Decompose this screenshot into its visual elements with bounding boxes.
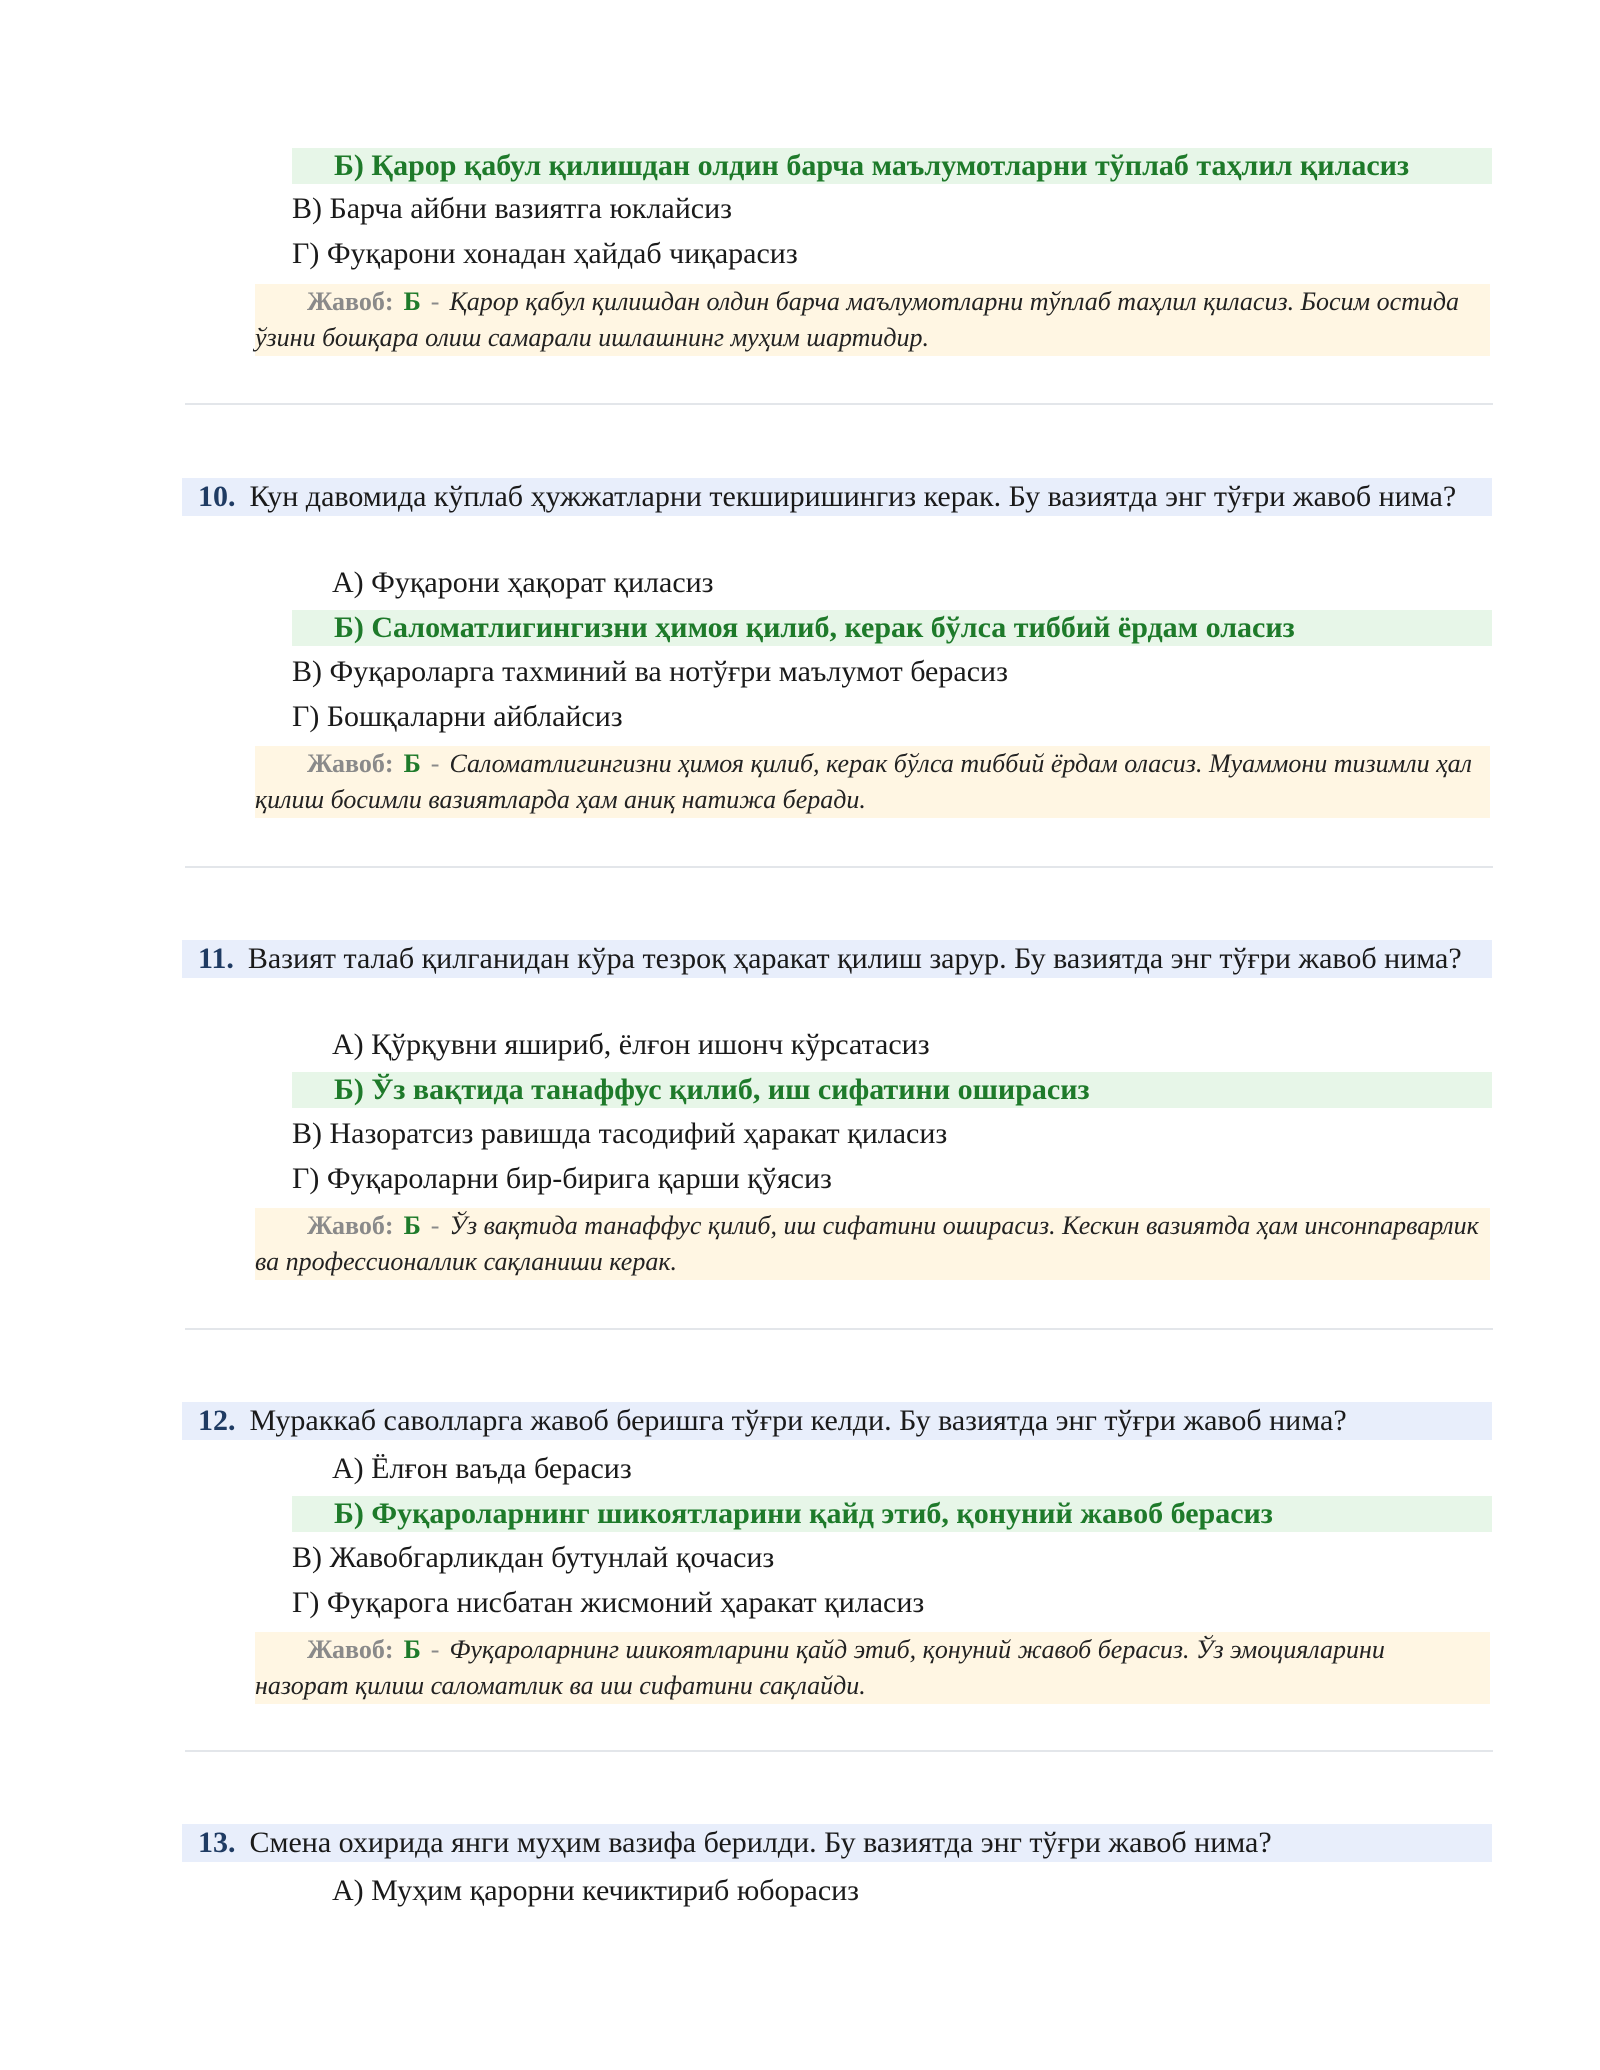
option-a: А) Қўрқувни яшириб, ёлғон ишонч кўрсатасиз	[332, 1028, 930, 1061]
question-12	[182, 1402, 1492, 1440]
option-v: В) Назоратсиз равишда тасодифий ҳаракат қиласиз	[292, 1117, 948, 1150]
answer-box	[255, 1208, 1490, 1280]
answer-label: Жавоб:	[307, 1211, 394, 1240]
question-11	[182, 940, 1492, 978]
answer-box	[255, 1632, 1490, 1704]
option-g: Г) Фуқароларни бир-бирига қарши қўясиз	[292, 1162, 832, 1195]
option-g: Г) Фуқарони хонадан ҳайдаб чиқарасиз	[292, 237, 798, 270]
question-text: Смена охирида янги муҳим вазифа берилди. Бу вазиятда энг тўғри жавоб нима?	[249, 1826, 1272, 1859]
answer-text: Ўз вақтида танаффус қилиб, иш сифатини оширасиз. Кескин вазиятда ҳам инсонпарварлик ва профессионаллик сақланиши керак.	[255, 1211, 1479, 1276]
question-number: 10.	[198, 480, 236, 513]
option-g: Г) Бошқаларни айблайсиз	[292, 700, 623, 733]
option-a: А) Фуқарони ҳақорат қиласиз	[332, 566, 714, 599]
answer-box	[255, 284, 1490, 356]
separator	[185, 1328, 1493, 1330]
answer-letter: Б	[403, 1211, 421, 1240]
option-v: В) Фуқароларга тахминий ва нотўғри маълумот берасиз	[292, 655, 1008, 688]
answer-dash: -	[430, 287, 440, 316]
option-a: А) Муҳим қарорни кечиктириб юборасиз	[332, 1874, 860, 1907]
answer-label: Жавоб:	[307, 749, 394, 778]
question-10	[182, 478, 1492, 516]
question-13	[182, 1824, 1492, 1862]
answer-dash: -	[430, 749, 440, 778]
answer-dash: -	[430, 1211, 440, 1240]
option-v: В) Барча айбни вазиятга юклайсиз	[292, 192, 733, 225]
question-number: 13.	[198, 1826, 236, 1859]
option-a: А) Ёлғон ваъда берасиз	[332, 1452, 632, 1485]
correct-option: Б) Саломатлигингизни ҳимоя қилиб, керак бўлса тиббий ёрдам оласиз	[292, 610, 1492, 646]
correct-option: Б) Фуқароларнинг шикоятларини қайд этиб, қонуний жавоб берасиз	[292, 1496, 1492, 1532]
answer-text: Саломатлигингизни ҳимоя қилиб, керак бўлса тиббий ёрдам оласиз. Муаммони тизимли ҳал қилиш босимли вазиятларда ҳам аниқ натижа беради.	[255, 749, 1472, 814]
question-text: Мураккаб саволларга жавоб беришга тўғри келди. Бу вазиятда энг тўғри жавоб нима?	[249, 1404, 1347, 1437]
question-number: 11.	[198, 942, 234, 975]
answer-box	[255, 746, 1490, 818]
answer-letter: Б	[403, 1635, 421, 1664]
question-text: Вазият талаб қилганидан кўра тезроқ ҳаракат қилиш зарур. Бу вазиятда энг тўғри жавоб нима?	[247, 942, 1462, 975]
answer-letter: Б	[403, 749, 421, 778]
separator	[185, 1750, 1493, 1752]
correct-option: Б) Ўз вақтида танаффус қилиб, иш сифатини оширасиз	[292, 1072, 1492, 1108]
answer-text: Фуқароларнинг шикоятларини қайд этиб, қонуний жавоб берасиз. Ўз эмоцияларини назорат қилиш саломатлик ва иш сифатини сақлайди.	[255, 1635, 1385, 1700]
question-number: 12.	[198, 1404, 236, 1437]
separator	[185, 403, 1493, 405]
separator	[185, 866, 1493, 868]
answer-label: Жавоб:	[307, 1635, 394, 1664]
answer-dash: -	[430, 1635, 440, 1664]
question-text: Кун давомида кўплаб ҳужжатларни текширишингиз керак. Бу вазиятда энг тўғри жавоб нима?	[249, 480, 1457, 513]
option-g: Г) Фуқарога нисбатан жисмоний ҳаракат қиласиз	[292, 1586, 925, 1619]
answer-text: Қарор қабул қилишдан олдин барча маълумотларни тўплаб таҳлил қиласиз. Босим остида ўзини бошқара олиш самарали ишлашнинг муҳим шартидир.	[255, 287, 1460, 352]
answer-label: Жавоб:	[307, 287, 394, 316]
answer-letter: Б	[403, 287, 421, 316]
option-v: В) Жавобгарликдан бутунлай қочасиз	[292, 1541, 775, 1574]
correct-option: Б) Қарор қабул қилишдан олдин барча маълумотларни тўплаб таҳлил қиласиз	[292, 148, 1492, 184]
